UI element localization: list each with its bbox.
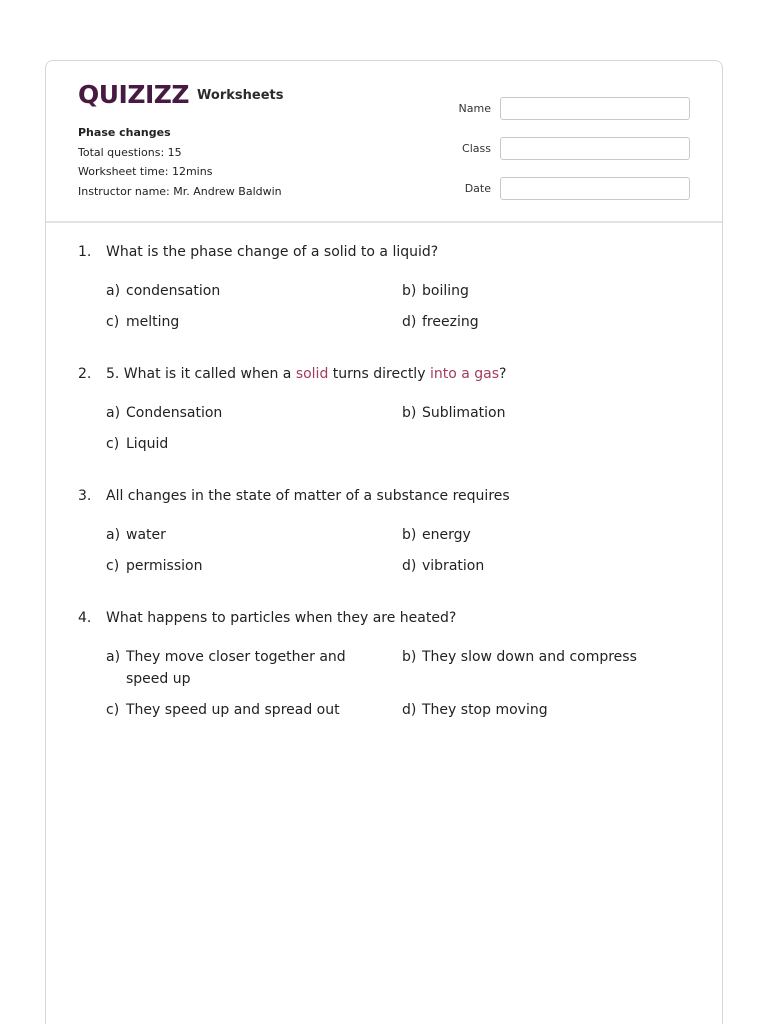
answer-options: [106, 280, 698, 333]
question-text-part: turns directly: [328, 366, 430, 382]
highlighted-term: solid: [295, 366, 329, 382]
question-number: 4.: [78, 610, 92, 626]
student-fields: [431, 88, 690, 208]
question-4: [78, 607, 698, 721]
option-text: Condensation: [126, 405, 223, 421]
option-a: [106, 402, 402, 424]
option-text: water: [126, 527, 166, 543]
highlighted-term: into a gas: [429, 366, 499, 382]
worksheet-title: Phase changes: [78, 126, 171, 139]
question-list: [78, 241, 698, 751]
answer-options: [106, 402, 698, 455]
date-field[interactable]: [500, 177, 690, 200]
option-b: [402, 646, 698, 690]
option-b: [402, 280, 698, 302]
option-letter: d): [402, 314, 417, 330]
option-d: [402, 699, 698, 721]
answer-options: [106, 646, 698, 721]
option-a: [106, 280, 402, 302]
option-c: [106, 433, 402, 455]
option-b: [402, 524, 698, 546]
question-3: [78, 485, 698, 577]
option-text: vibration: [422, 558, 485, 574]
option-c: [106, 699, 402, 721]
option-text: boiling: [422, 283, 469, 299]
option-text: melting: [126, 314, 180, 330]
option-letter: a): [106, 527, 121, 543]
option-letter: a): [106, 405, 121, 421]
option-text: They slow down and compress: [422, 649, 637, 665]
option-text: condensation: [126, 283, 221, 299]
option-text: They stop moving: [422, 702, 548, 718]
option-a: [106, 524, 402, 546]
name-field[interactable]: [500, 97, 690, 120]
question-number: 1.: [78, 244, 92, 260]
date-label: Date: [464, 181, 491, 195]
question-number: 3.: [78, 488, 92, 504]
option-d: [402, 555, 698, 577]
quizizz-logo: QUIZIZZ: [78, 80, 190, 109]
option-letter: c): [106, 436, 120, 452]
option-text: They move closer together and speed up: [126, 649, 346, 687]
question-text: What happens to particles when they are heated?: [106, 610, 457, 626]
option-text: Liquid: [126, 436, 169, 452]
option-letter: c): [106, 314, 120, 330]
question-text: [106, 363, 506, 385]
option-letter: b): [402, 283, 417, 299]
worksheet-header: [46, 61, 722, 223]
answer-options: [106, 524, 698, 577]
option-letter: b): [402, 649, 417, 665]
option-letter: d): [402, 558, 417, 574]
option-b: [402, 402, 698, 424]
option-letter: b): [402, 527, 417, 543]
option-letter: c): [106, 702, 120, 718]
class-field[interactable]: [500, 137, 690, 160]
brand-suffix: Worksheets: [197, 88, 284, 103]
option-letter: d): [402, 702, 417, 718]
worksheet-info: [78, 123, 282, 201]
option-text: freezing: [422, 314, 479, 330]
name-label: Name: [458, 101, 491, 115]
question-1: [78, 241, 698, 333]
option-letter: a): [106, 649, 121, 665]
option-a: [106, 646, 402, 690]
option-d: [402, 311, 698, 333]
option-letter: b): [402, 405, 417, 421]
option-text: They speed up and spread out: [126, 702, 340, 718]
question-number: 2.: [78, 366, 92, 382]
option-text: permission: [126, 558, 203, 574]
question-text-part: ?: [499, 366, 507, 382]
question-text: All changes in the state of matter of a substance requires: [106, 488, 510, 504]
question-text: What is the phase change of a solid to a liquid?: [106, 244, 439, 260]
brand: [78, 81, 284, 109]
option-letter: c): [106, 558, 120, 574]
worksheet-time: Worksheet time: 12mins: [78, 165, 213, 178]
option-c: [106, 311, 402, 333]
total-questions: Total questions: 15: [78, 145, 182, 159]
instructor-name: Instructor name: Mr. Andrew Baldwin: [78, 184, 282, 198]
option-text: energy: [422, 527, 471, 543]
option-text: Sublimation: [422, 405, 506, 421]
option-letter: a): [106, 283, 121, 299]
option-c: [106, 555, 402, 577]
question-text-part: 5. What is it called when a: [106, 366, 296, 382]
question-2: [78, 363, 698, 455]
class-label: Class: [462, 141, 491, 155]
worksheet-page: [45, 60, 723, 1024]
